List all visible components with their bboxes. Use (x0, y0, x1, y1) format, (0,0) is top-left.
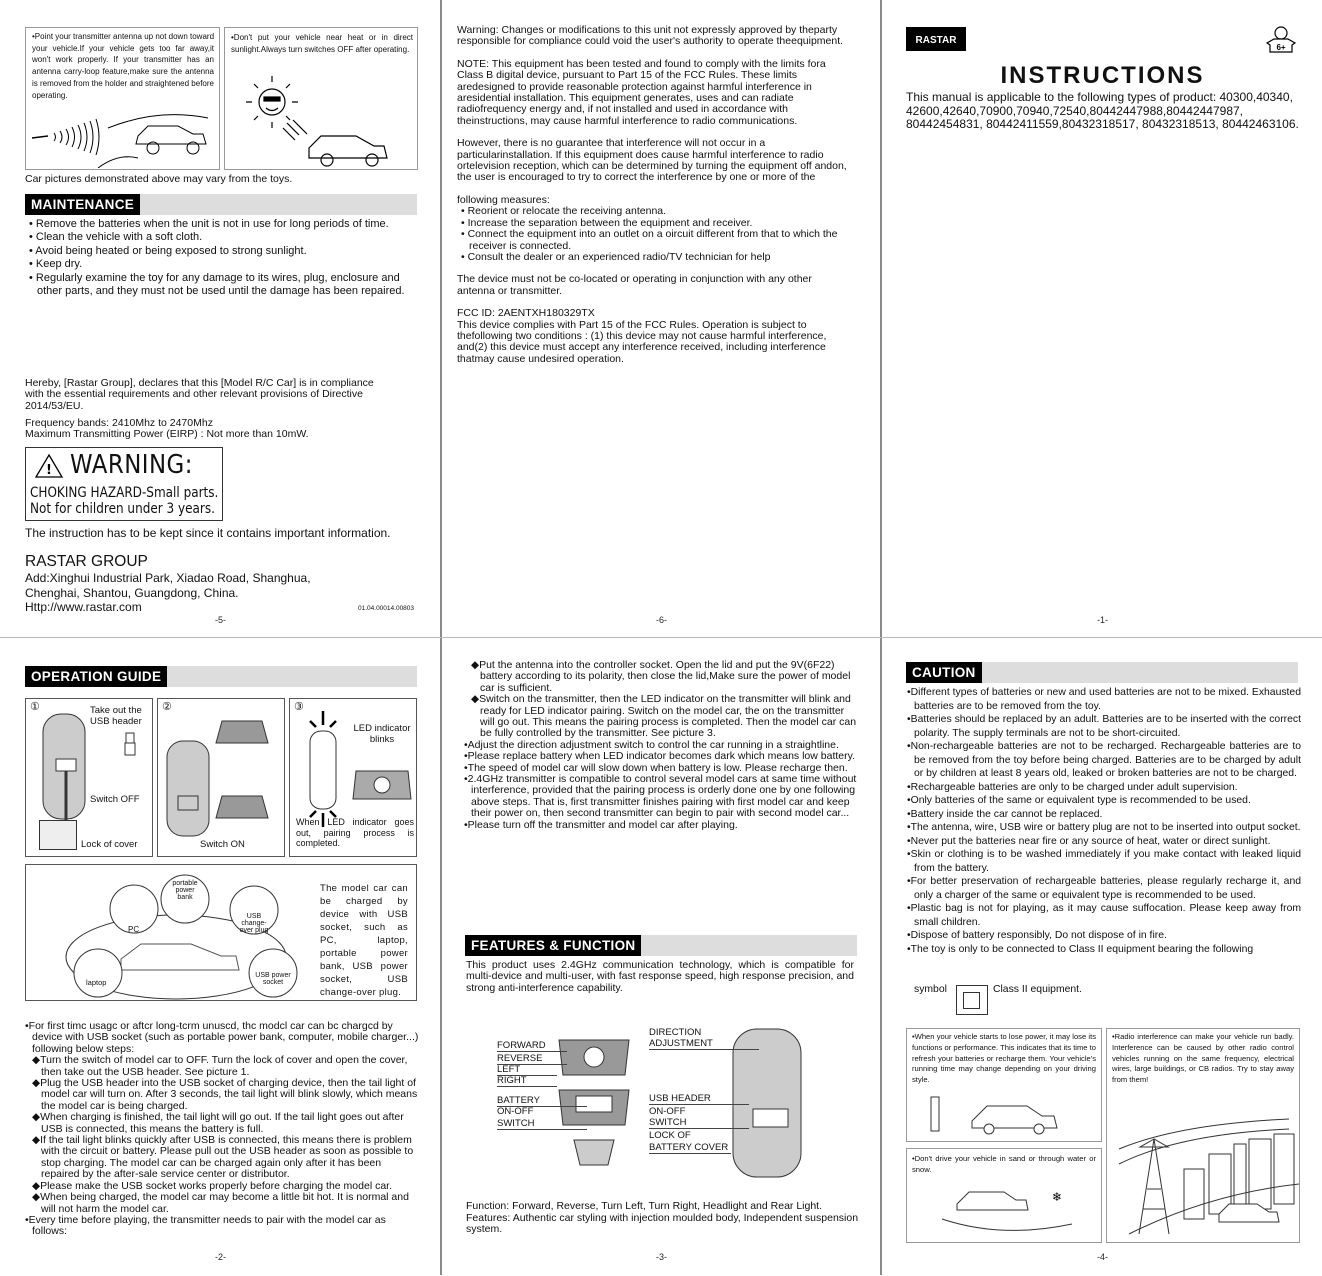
caution-list (906, 686, 1301, 956)
operation-guide-title: OPERATION GUIDE (25, 666, 167, 687)
page-5 (0, 0, 441, 638)
label-forward: FORWARD (497, 1041, 567, 1052)
device-laptop: laptop (86, 978, 107, 987)
page-number: -4- (1097, 1252, 1108, 1262)
charging-step: •Every time before playing, the transmitter needs to pair with the model car as follows: (25, 1213, 386, 1238)
pairing-step: ◆Switch on the transmitter, then the LED indicator on the transmitter will blink and ready for LED indicator pairing. Switch on the model car, the on the transmitter will go out. This means the pairing process is completed. Then the model car can be fully controlled by the transmitter. See picture 3. (471, 693, 857, 740)
features-header (465, 935, 857, 956)
interference-tip-text: •Radio interference can make your vehicle run badly. Interference can be caused by other radio control vehicles running on the same frequency, electrical wires, large buildings, or CB radios. Try to stay away from them! (1112, 1032, 1294, 1085)
rastar-logo (906, 27, 966, 51)
antenna-tip-text: •Point your transmitter antenna up not down toward your vehicle.If your vehicle gets too far away,it won't work properly. If your transmitter has an antenna carry-loop feature,make sure the antenna is removed from the holder and straightened before operating. (32, 32, 215, 100)
label-direction: DIRECTION (649, 1027, 702, 1038)
switch-on-label: Switch ON (200, 839, 245, 850)
maintenance-item: • Regularly examine the toy for any damage to its wires, plug, enclosure and other parts, and they must not be used until the damage has been repaired. (29, 271, 405, 298)
charging-steps (25, 1021, 420, 1238)
logo-text: RASTAR (915, 35, 957, 46)
caution-item: •Skin or clothing is to be washed immediately if you make contact with leaked liquid from the battery. (907, 849, 1301, 874)
keep-instruction-note: The instruction has to be kept since it contains important information. (25, 526, 391, 540)
operation-guide-header (25, 666, 417, 687)
maintenance-list (25, 218, 420, 298)
fcc-compliance: This device complies with Part 15 of the FCC Rules. Operation is subject to thefollowing two conditions : (1) this device may not cause harmful interference, and(2) this device must accept any interference received, including interference thatmay cause undesired operation. (457, 318, 827, 365)
fcc-text (457, 25, 852, 365)
car-and-transmitter-illustration (162, 711, 282, 841)
label-onoff: ON-OFF (497, 1106, 534, 1117)
charging-step: ◆Plug the USB header into the USB socket of charging device, then the tail light of model car will turn on. After 3 seconds, the tail light will blink slowly, which means the model car is being charged. (32, 1077, 418, 1112)
label-lock-of: LOCK OF (649, 1130, 691, 1141)
page-1 (882, 0, 1322, 638)
sand-tip-box (906, 1148, 1102, 1243)
fcc-id: FCC ID: 2AENTXH180329TX (457, 307, 595, 320)
charging-step: ◆Please make the USB socket works properly before charging the model car. (32, 1179, 392, 1192)
class-ii-symbol-icon (956, 985, 988, 1015)
switch-off-label: Switch OFF (90, 794, 140, 805)
modification-warning: Warning: Changes or modifications to this unit not expressly approved by theparty responsible for compliance could void the user's authority to operate theequipment. (457, 24, 844, 48)
battery-car-illustration (927, 1091, 1087, 1136)
step-3-box (289, 698, 417, 857)
caution-item: •Battery inside the car cannot be replaced. (907, 808, 1103, 820)
lock-of-cover-label: Lock of cover (81, 839, 138, 850)
charging-devices-box (25, 864, 417, 1001)
max-power: Maximum Transmitting Power (EIRP) : Not more than 10mW. (25, 428, 309, 440)
led-blinks-label: LED indicator blinks (353, 723, 411, 745)
take-out-usb-label: Take out the USB header (90, 705, 142, 727)
colocation-note: The device must not be co-located or operating in conjunction with any other antenna or transmitter. (457, 273, 812, 297)
cover-lock-icon (39, 820, 77, 850)
measures-list (457, 206, 852, 263)
caution-item: •Rechargeable batteries are only to be charged under adult supervision. (907, 781, 1238, 793)
warning-line-2: Not for children under 3 years. (30, 501, 215, 517)
maintenance-item: • Remove the batteries when the unit is not in use for long periods of time. (29, 218, 389, 230)
caution-item: •Non-rechargeable batteries are not to be recharged. Rechargeable batteries are to be removed from the toy before being charged. Batteries are to be charged by adult or by children at least 8 years old, leaked or broken batteries are not to be charged. (907, 741, 1301, 779)
company-name: RASTAR GROUP (25, 553, 148, 570)
label-usb-header: USB HEADER (649, 1094, 749, 1105)
age-badge: 6+ (1276, 43, 1286, 52)
step-number: ① (30, 701, 40, 713)
frequency-bands: Frequency bands: 2410Mhz to 2470Mhz (25, 417, 213, 429)
city-tower-illustration (1109, 1109, 1299, 1239)
label-car-switch: SWITCH (649, 1118, 749, 1129)
fcc-note: NOTE: This equipment has been tested and found to comply with the limits fora Class B digital device, pursuant to Part 15 of the FCC Rules. These limits aredesigned to provide reasonable protection against harmful interference in aresidential installation. This equipment generates, uses and can radiate radiofrequency energy and, if not installed and used in accordance with theinstructions, may cause harmful interference to radio communications. (457, 57, 826, 127)
page-6 (441, 0, 882, 638)
antenna-car-illustration (28, 108, 218, 168)
pairing-car-illustration (298, 709, 348, 829)
pairing-complete-label: When LED indicator goes out, pairing process is completed. (296, 817, 414, 848)
maintenance-item: • Keep dry. (29, 258, 83, 271)
pairing-step: •Please turn off the transmitter and model car after playing. (464, 818, 738, 831)
usb-plug-icon (121, 731, 141, 761)
sun-car-illustration (227, 68, 417, 168)
caution-item: •For better preservation of rechargeable batteries, please regularly recharge it, and only a charger of the same or equivalent type is recommended to be used. (907, 876, 1301, 901)
pairing-step: •2.4GHz transmitter is compatible to control several model cars at same time without interference, provided that the pairing process is orderly done one by one following above steps. That is, first transmitter finishes pairing with first model car and keep their power on, then second transmitter can begin to pair with second model car... (464, 773, 857, 820)
pairing-step: •Please replace battery when LED indicator becomes dark which means low battery. (464, 750, 856, 763)
measure-item: • Increase the separation between the equipment and receiver. (461, 216, 753, 229)
company-address-1: Add:Xinghui Industrial Park, Xiadao Road, Shanghua, (25, 571, 311, 585)
transmitter-icon (352, 767, 412, 807)
warning-title: WARNING: (70, 450, 193, 480)
car-underside-illustration (38, 709, 98, 829)
page-3 (441, 638, 882, 1276)
features-title: FEATURES & FUNCTION (465, 935, 641, 956)
step-number: ③ (294, 701, 304, 713)
label-adjustment: ADJUSTMENT (649, 1039, 759, 1050)
pairing-steps (464, 660, 859, 831)
caution-item: •Different types of batteries or new and used batteries are not to be mixed. Exhausted batteries are to be removed from the toy. (907, 687, 1301, 712)
device-pc: PC (128, 925, 140, 934)
heat-tip-text: •Don't put your vehicle near heat or in direct sunlight.Always turn switches OFF after operating. (231, 33, 413, 54)
warning-triangle-icon (34, 453, 64, 479)
caution-item: •Only batteries of the same or equivalent type is recommended to be used. (907, 795, 1251, 806)
function-list: Function: Forward, Reverse, Turn Left, Turn Right, Headlight and Rear Light. (466, 1200, 823, 1212)
measure-item: • Consult the dealer or an experienced radio/TV technician for help (461, 250, 771, 263)
measures-intro: following measures: (457, 193, 550, 206)
charging-step: ◆When being charged, the model car may become a little bit hot. It is normal and will not harm the model car. (32, 1191, 409, 1215)
interference-note: However, there is no guarantee that interference will not occur in a particularinstallation. If this equipment does cause harmful interference to radio ortelevision reception, which can be determined by turning the equipment off andon, the user is encouraged to try to correct the interference by one or more of the (457, 137, 847, 184)
caution-item: •Never put the batteries near fire or any source of heat, water or direct sunlight. (907, 835, 1271, 847)
company-website[interactable]: Http://www.rastar.com (25, 600, 142, 614)
svg-text:❄: ❄ (1052, 1190, 1063, 1204)
label-reverse: REVERSE (497, 1054, 567, 1065)
page-number: -6- (656, 615, 667, 625)
label-right: RIGHT (497, 1076, 557, 1087)
step-2-box (157, 698, 285, 857)
instructions-title: INSTRUCTIONS (1000, 62, 1205, 89)
device-usb-socket: USB power socket (255, 972, 291, 986)
choking-warning-box (25, 447, 223, 521)
caution-header (906, 662, 1298, 683)
svg-text:!: ! (46, 463, 52, 478)
page-number: -5- (215, 615, 226, 625)
page-2 (0, 638, 441, 1276)
page-number: -2- (215, 1252, 226, 1262)
label-switch: SWITCH (497, 1119, 587, 1130)
age-6-plus-icon (1266, 25, 1296, 55)
label-left: LEFT (497, 1065, 557, 1076)
charging-step: •For first timc usagc or aftcr long-tcrm unuscd, thc modcl car can bc chargcd by device with USB socket (such as portable power bank, computer, mobile charger...) following below steps: (25, 1020, 419, 1055)
page-4 (882, 638, 1322, 1276)
label-car-onoff: ON-OFF (649, 1106, 686, 1117)
maintenance-item: • Clean the vehicle with a soft cloth. (29, 231, 203, 244)
caution-item: •Plastic bag is not for playing, as it may cause suffocation. Please keep away from small children. (907, 903, 1301, 928)
step-1-box (25, 698, 153, 857)
symbol-label: symbol (914, 984, 947, 995)
power-tip-text: •When your vehicle starts to lose power, it may lose its functions or performance. This indicates that its time to refresh your batteries or recharge them. Your vehicle's running time may change depending on your driving style. (912, 1032, 1096, 1085)
declaration: Hereby, [Rastar Group], declares that this [Model R/C Car] is in compliance with the essential requirements and other relevant provisions of Directive 2014/53/EU. (25, 377, 374, 412)
pairing-step: •Adjust the direction adjustment switch to control the car running in a straightline. (464, 738, 839, 751)
charging-step: ◆If the tail light blinks quickly after USB is connected, this means there is problem with the circuit or battery. Please pull out the USB header as soon as possible to stop charging. The model car can be charged again only after it has been repaired by the after-sale service center or distributor. (32, 1134, 414, 1181)
document-code: 01.04.00014.00803 (358, 605, 415, 612)
step-number: ② (162, 701, 172, 713)
features-list: Features: Authentic car styling with injection moulded body, Independent suspension system. (466, 1212, 859, 1236)
maintenance-header (25, 194, 417, 215)
caution-item: •Dispose of battery responsibly, Do not dispose of in fire. (907, 930, 1167, 941)
charging-description: The model car can be charged by device with USB socket, such as PC, laptop, portable power bank, USB power socket, USB change-over plug. (320, 883, 408, 998)
charging-step: ◆Turn the switch of model car to OFF. Turn the lock of cover and open the cover, then take out the USB header. See picture 1. (32, 1054, 408, 1078)
caution-item: •Batteries should be replaced by an adult. Batteries are to be inserted with the correct polarity. The supply terminals are not to be short-circuited. (907, 714, 1301, 739)
page-number: -1- (1097, 615, 1108, 625)
maintenance-item: • Avoid being heated or being exposed to strong sunlight. (29, 244, 307, 257)
caution-title: CAUTION (906, 662, 982, 683)
pairing-step: •The speed of model car will slow down when battery is low. Please recharge then. (464, 761, 848, 774)
caution-item: •The toy is only to be connected to Class II equipment bearing the following (907, 943, 1254, 955)
label-battery: BATTERY (497, 1096, 587, 1107)
measure-item: • Reorient or relocate the receiving antenna. (461, 205, 667, 218)
antenna-tip-box (25, 27, 220, 170)
measure-item: • Connect the equipment into an outlet on a oircuit different from that to which the receiver is connected. (461, 228, 838, 252)
label-battery-cover: BATTERY COVER (649, 1143, 731, 1154)
sand-car-illustration (912, 1179, 1092, 1239)
radio-interference-tip-box (1106, 1028, 1300, 1243)
maintenance-title: MAINTENANCE (25, 194, 140, 215)
warning-line-1: CHOKING HAZARD-Small parts. (30, 485, 219, 501)
class-ii-label: Class II equipment. (993, 984, 1082, 995)
power-tip-box (906, 1028, 1102, 1142)
caution-item: •The antenna, wire, USB wire or battery plug are not to be inserted into output socket. (907, 822, 1301, 833)
heat-tip-box (224, 27, 418, 170)
device-usb-plug: USB change-over plug (239, 913, 269, 934)
charging-step: ◆When charging is finished, the tail light will go out. If the tail light goes out after USB is connected, this means the battery is full. (32, 1111, 404, 1135)
sand-tip-text: •Don't drive your vehicle in sand or through water or snow. (912, 1154, 1096, 1174)
company-address-2: Chenghai, Shantou, Guangdong, China. (25, 586, 239, 600)
pairing-step: ◆Put the antenna into the controller socket. Open the lid and put the 9V(6F22) battery according to its polarity, then close the lid,Make sure the power of model car is sufficient. (471, 659, 851, 694)
features-intro: This product uses 2.4GHz communication technology, which is compatible for multi-device and multi-user, with fast response speed, high response precision, and strong anti-interference capability. (466, 959, 854, 994)
applicable-products: This manual is applicable to the following types of product: 40300,40340, 42600,42640,70900,70940,72540,80442447988,80442447987, 80442454831, 80442411559,80432318517, 80432318513, 80442463106. (906, 90, 1299, 131)
device-power-bank: portable power bank (172, 880, 198, 901)
page-number: -3- (656, 1252, 667, 1262)
car-picture-caption: Car pictures demonstrated above may vary from the toys. (25, 173, 293, 185)
